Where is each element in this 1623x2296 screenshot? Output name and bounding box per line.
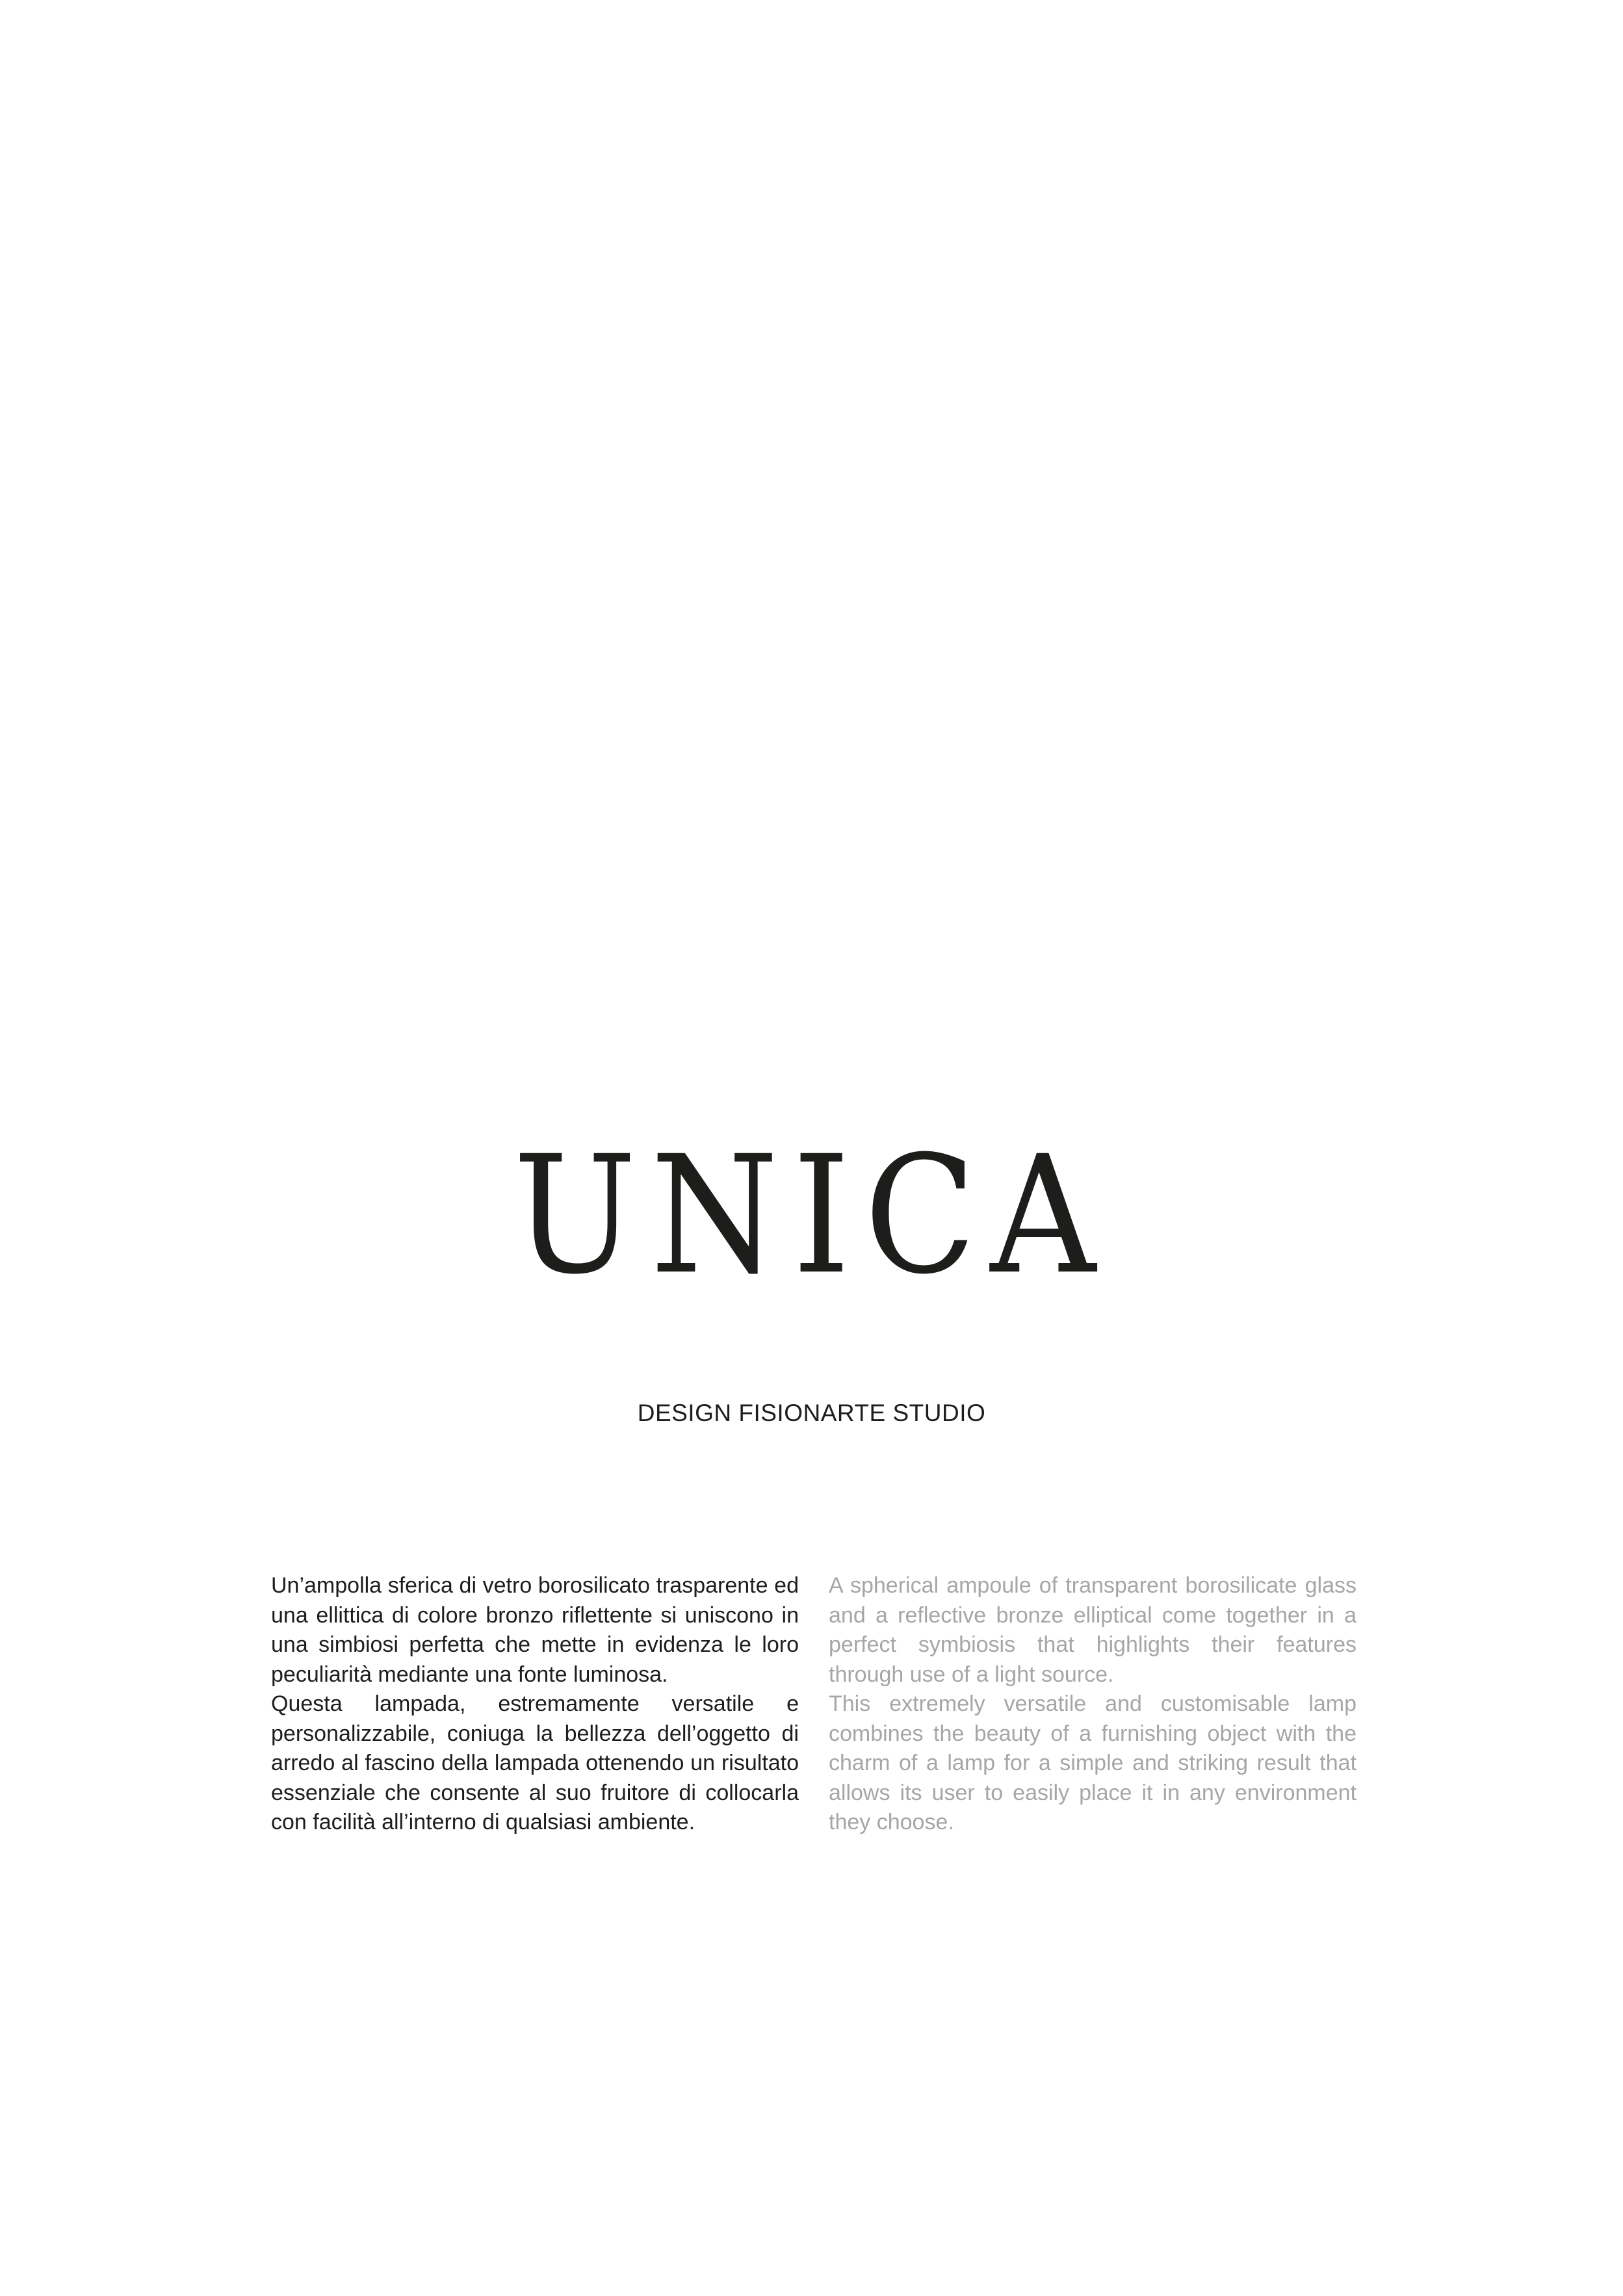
italian-paragraph-2: Questa lampada, estremamente versatile e personalizzabile, coniuga la bellezza dell’oggetto di arredo al fascino della lampada ottenendo un risultato essenziale che consente al suo fruitore di collocarla con facilità all’interno di qualsiasi ambiente. <box>271 1691 799 1834</box>
italian-paragraph-1: Un’ampolla sferica di vetro borosilicato trasparente ed una ellittica di colore bronzo riflettente si uniscono in una simbiosi perfetta che mette in evidenza le loro peculiarità mediante una fonte luminosa. <box>271 1573 799 1687</box>
product-title: UNICA <box>513 1121 1110 1310</box>
english-description <box>829 1571 1357 1838</box>
english-paragraph-1: A spherical ampoule of transparent borosilicate glass and a reflective bronze elliptical come together in a perfect symbiosis that highlights their features through use of a light source. <box>829 1573 1357 1687</box>
italian-description <box>271 1571 799 1838</box>
english-paragraph-2: This extremely versatile and customisable lamp combines the beauty of a furnishing object with the charm of a lamp for a simple and striking result that allows its user to easily place it in any environment they choose. <box>829 1691 1357 1834</box>
designer-credit: DESIGN FISIONARTE STUDIO <box>637 1400 986 1426</box>
